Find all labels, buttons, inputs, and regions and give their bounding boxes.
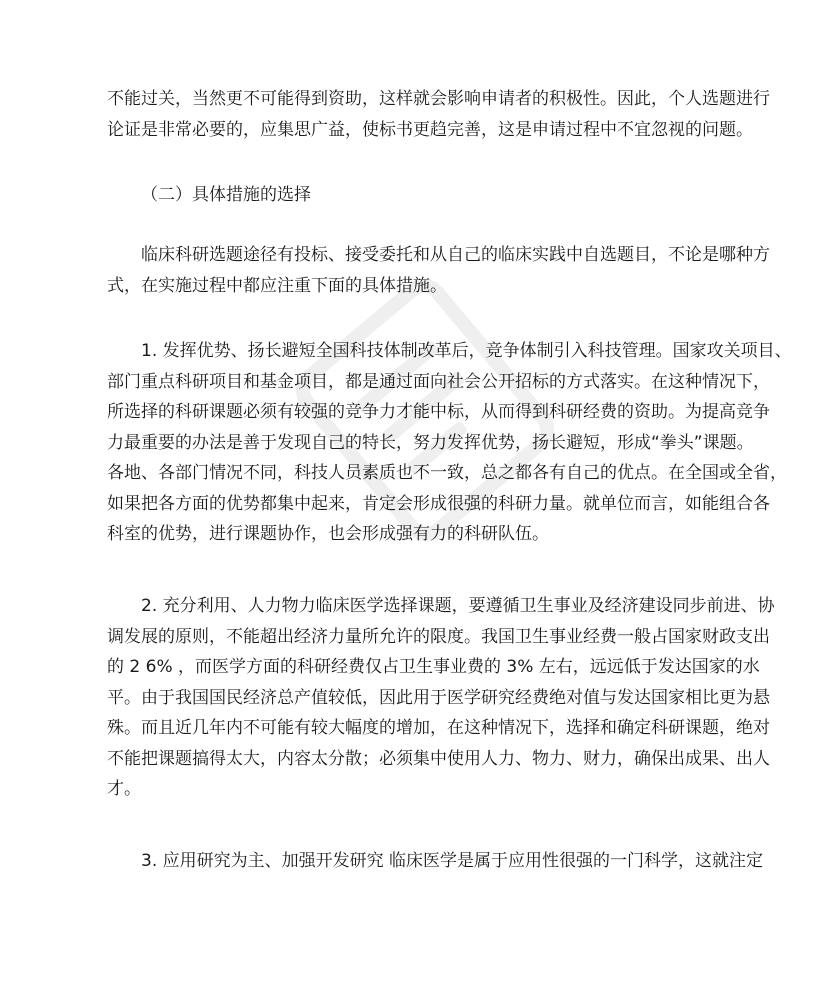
- paragraph-item-3: [107, 846, 764, 877]
- text-line: 部门重点科研项目和基金项目，都是通过面向社会公开招标的方式落实。在这种情况下，: [107, 371, 770, 392]
- text-line: 式，在实施过程中都应注重下面的具体措施。: [107, 275, 447, 296]
- text-line: 力最重要的办法是善于发现自己的特长，努力发挥优势，扬长避短，形成“拳头”课题。: [107, 432, 754, 453]
- text-line: 科室的优势，进行课题协作，也会形成强有力的科研队伍。: [107, 524, 549, 544]
- paragraph-intro: [107, 84, 770, 145]
- text-line: 论证是非常必要的，应集思广益，使标书更趋完善，这是申请过程中不宜忽视的问题。: [107, 119, 753, 140]
- text-line: 所选择的科研课题必须有较强的竞争力才能中标，从而得到科研经费的资助。为提高竞争: [107, 402, 770, 422]
- text-line: 各地、各部门情况不同，科技人员素质也不一致，总之都各有自己的优点。在全国或全省，: [107, 463, 787, 483]
- text-line: 的 2 6% ，而医学方面的科研经费仅占卫生事业费的 3% 左右，远远低于发达国家的水: [107, 657, 760, 677]
- text-line: 2. 充分利用、人力物力临床医学选择课题，要遵循卫生事业及经济建设同步前进、协: [141, 596, 775, 616]
- text-line: 临床科研选题途径有投标、接受委托和从自己的临床实践中自选题目，不论是哪种方: [141, 245, 770, 265]
- paragraph-item-1: [107, 336, 792, 550]
- text-line: 不能过关，当然更不可能得到资助，这样就会影响申请者的积极性。因此，个人选题进行: [107, 89, 770, 109]
- section-heading: （二）具体措施的选择: [141, 185, 311, 205]
- paragraph-item-2: [107, 591, 775, 805]
- text-line: 调发展的原则，不能超出经济力量所允许的限度。我国卫生事业经费一般占国家财政支出: [107, 626, 770, 647]
- text-line: 3. 应用研究为主、加强开发研究 临床医学是属于应用性很强的一门科学，这就注定: [141, 851, 764, 871]
- text-line: 不能把课题搞得太大，内容太分散；必须集中使用人力、物力、财力，确保出成果、出人: [107, 748, 770, 769]
- text-line: 平。由于我国国民经济总产值较低，因此用于医学研究经费绝对值与发达国家相比更为悬: [107, 687, 770, 708]
- text-line: 殊。而且近几年内不可能有较大幅度的增加，在这种情况下，选择和确定科研课题，绝对: [107, 718, 770, 738]
- text-line: 如果把各方面的优势都集中起来，肯定会形成很强的科研力量。就单位而言，如能组合各: [107, 493, 770, 514]
- text-line: 1. 发挥优势、扬长避短全国科技体制改革后，竞争体制引入科技管理。国家攻关项目、: [141, 341, 792, 361]
- text-line: 才。: [107, 779, 141, 799]
- paragraph-methods: [107, 240, 770, 301]
